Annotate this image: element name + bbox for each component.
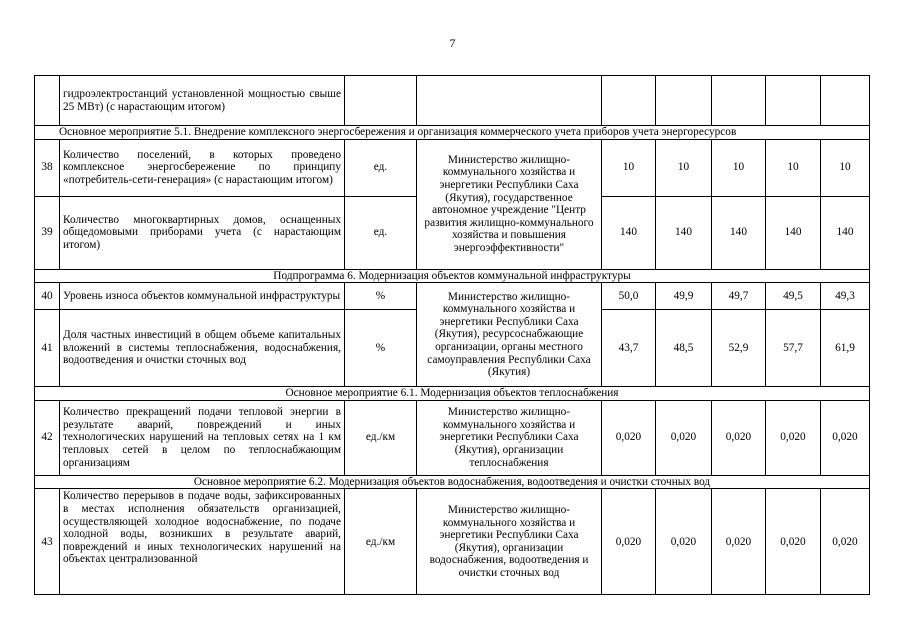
section-title-5-1: Основное мероприятие 5.1. Внедрение комплексного энергосбережения и организация коммерческого учета приборов учета энергоресурсов — [35, 126, 870, 140]
value-cell-empty — [821, 76, 870, 126]
unit-cell-empty — [345, 76, 417, 126]
page-number: 7 — [449, 36, 456, 50]
unit-cell: ед./км — [345, 400, 417, 475]
value-cell: 49,9 — [656, 283, 712, 310]
value-cell: 0,020 — [766, 400, 821, 475]
section-row — [35, 387, 870, 401]
executor-cell: Министерство жилищно-коммунального хозяйства и энергетики Республики Саха (Якутия), ресурсоснабжающие организации, органы местного самоуправления Республики Саха (Якутия) — [417, 283, 602, 387]
value-cell: 140 — [766, 196, 821, 269]
value-cell: 140 — [712, 196, 766, 269]
value-cell: 10 — [602, 139, 656, 196]
value-cell: 57,7 — [766, 310, 821, 387]
value-cell-empty — [602, 76, 656, 126]
row-number: 38 — [35, 139, 60, 196]
indicator-name: Доля частных инвестиций в общем объеме капитальных вложений в системы теплоснабжения, водоснабжения, водоотведения и очистки сточных вод — [60, 310, 345, 387]
section-row — [35, 126, 870, 140]
value-cell: 0,020 — [712, 489, 766, 595]
row-number: 39 — [35, 196, 60, 269]
value-cell: 43,7 — [602, 310, 656, 387]
table-row-42 — [35, 400, 870, 475]
value-cell: 140 — [821, 196, 870, 269]
section-row — [35, 269, 870, 283]
table-row-continuation — [35, 76, 870, 126]
value-cell: 0,020 — [766, 489, 821, 595]
subprogram-title-6: Подпрограмма 6. Модернизация объектов коммунальной инфраструктуры — [35, 269, 870, 283]
unit-cell: ед. — [345, 196, 417, 269]
indicator-name: Количество прекращений подачи тепловой энергии в результате аварий, повреждений и иных технологических нарушений на тепловых сетях на 1 км тепловых сетей в целом по теплоснабжающим организациям — [60, 400, 345, 475]
indicators-table — [34, 75, 870, 595]
value-cell: 49,5 — [766, 283, 821, 310]
executor-cell: Министерство жилищно-коммунального хозяйства и энергетики Республики Саха (Якутия), организации теплоснабжения — [417, 400, 602, 475]
indicator-name: Количество многоквартирных домов, оснащенных общедомовыми приборами учета (с нарастающим итогом) — [60, 196, 345, 269]
value-cell-empty — [656, 76, 712, 126]
unit-cell: % — [345, 310, 417, 387]
value-cell: 49,7 — [712, 283, 766, 310]
unit-cell: ед. — [345, 139, 417, 196]
value-cell: 61,9 — [821, 310, 870, 387]
table-row-38 — [35, 139, 870, 196]
table-row-40 — [35, 283, 870, 310]
value-cell: 10 — [656, 139, 712, 196]
row-number: 41 — [35, 310, 60, 387]
executor-cell: Министерство жилищно-коммунального хозяйства и энергетики Республики Саха (Якутия), организации водоснабжения, водоотведения и очистки сточных вод — [417, 489, 602, 595]
value-cell: 52,9 — [712, 310, 766, 387]
value-cell: 0,020 — [602, 489, 656, 595]
value-cell: 0,020 — [656, 489, 712, 595]
value-cell: 10 — [821, 139, 870, 196]
value-cell: 10 — [712, 139, 766, 196]
table-row-43 — [35, 489, 870, 595]
indicator-name: Количество поселений, в которых проведено комплексное энергосбережение по принципу «потребитель-сети-генерация» (с нарастающим итогом) — [60, 139, 345, 196]
executor-cell-empty — [417, 76, 602, 126]
row-number: 42 — [35, 400, 60, 475]
value-cell-empty — [766, 76, 821, 126]
value-cell: 0,020 — [712, 400, 766, 475]
unit-cell: % — [345, 283, 417, 310]
indicator-name: Количество перерывов в подаче воды, зафиксированных в местах исполнения обязательств организацией, осуществляющей холодное водоснабжение, по подаче холодной воды, возникших в результате аварий, повреждений и иных технологических нарушений на объектах централизованной — [60, 489, 345, 595]
unit-cell: ед./км — [345, 489, 417, 595]
row-num-empty — [35, 76, 60, 126]
section-title-6-2: Основное мероприятие 6.2. Модернизация объектов водоснабжения, водоотведения и очистки сточных вод — [35, 475, 870, 489]
section-title-6-1: Основное мероприятие 6.1. Модернизация объектов теплоснабжения — [35, 387, 870, 401]
value-cell: 48,5 — [656, 310, 712, 387]
value-cell: 0,020 — [602, 400, 656, 475]
value-cell: 0,020 — [656, 400, 712, 475]
indicator-name: гидроэлектростанций установленной мощностью свыше 25 МВт) (с нарастающим итогом) — [60, 76, 345, 126]
value-cell: 140 — [656, 196, 712, 269]
executor-cell: Министерство жилищно-коммунального хозяйства и энергетики Республики Саха (Якутия), государственное автономное учреждение "Центр развития жилищно-коммунального хозяйства и повышения энергоэффективности" — [417, 139, 602, 269]
value-cell: 49,3 — [821, 283, 870, 310]
value-cell: 140 — [602, 196, 656, 269]
value-cell: 50,0 — [602, 283, 656, 310]
value-cell: 10 — [766, 139, 821, 196]
value-cell-empty — [712, 76, 766, 126]
indicator-name: Уровень износа объектов коммунальной инфраструктуры — [60, 283, 345, 310]
row-number: 43 — [35, 489, 60, 595]
value-cell: 0,020 — [821, 400, 870, 475]
value-cell: 0,020 — [821, 489, 870, 595]
section-row — [35, 475, 870, 489]
row-number: 40 — [35, 283, 60, 310]
